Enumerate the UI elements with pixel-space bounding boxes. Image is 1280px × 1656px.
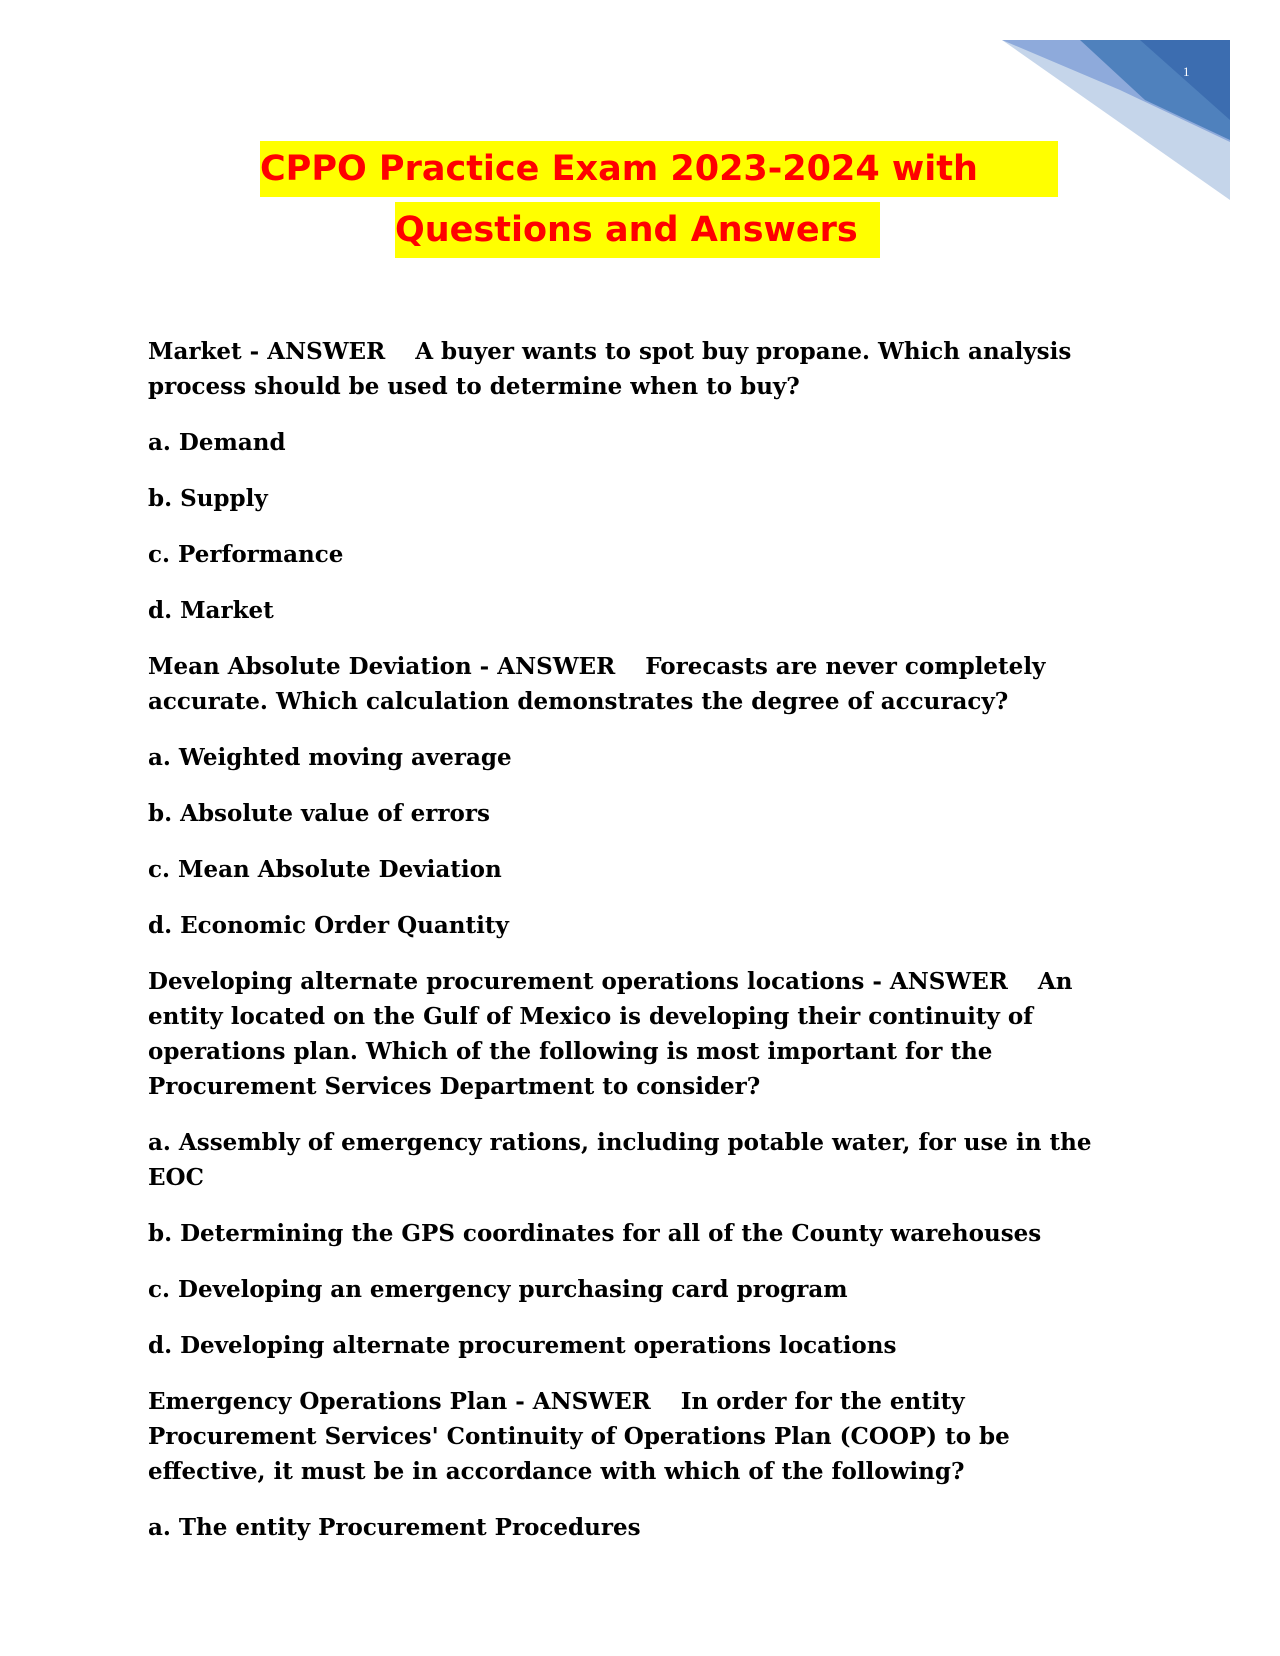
option: b. Determining the GPS coordinates for all of the County warehouses	[148, 1220, 1042, 1247]
question-text-cont: located on the Gulf of Mexico is developing their continuity of operations plan. Which of the following is most important for the Procurement Services Department to consider?	[148, 1003, 1042, 1100]
question-4	[148, 1384, 1108, 1489]
answer-label: Emergency Operations Plan - ANSWER	[148, 1388, 651, 1415]
option: d. Economic Order Quantity	[148, 912, 509, 939]
question-text-cont: should be used to determine when to buy?	[254, 373, 800, 400]
option: a. The entity Procurement Procedures	[148, 1514, 641, 1541]
question-list	[148, 334, 1108, 1566]
title-text-2: Questions and Answers	[395, 202, 880, 258]
answer-label: Market - ANSWER	[148, 338, 386, 365]
answer-label: Mean Absolute Deviation - ANSWER	[148, 653, 616, 680]
question-1	[148, 334, 1108, 404]
question-3	[148, 964, 1108, 1104]
option: d. Market	[148, 597, 274, 624]
page-number: 1	[1183, 64, 1190, 79]
title-line-2	[395, 202, 880, 258]
option: b. Supply	[148, 485, 268, 512]
option: b. Absolute value of errors	[148, 800, 490, 827]
option: d. Developing alternate procurement operations locations	[148, 1332, 897, 1359]
option: c. Mean Absolute Deviation	[148, 856, 502, 883]
title-text-1: CPPO Practice Exam 2023-2024 with	[260, 141, 1058, 197]
option: a. Assembly of emergency rations, including potable water, for use in the EOC	[148, 1129, 1092, 1191]
option: a. Demand	[148, 429, 286, 456]
option: c. Developing an emergency purchasing card program	[148, 1276, 848, 1303]
title-line-1	[260, 141, 1058, 197]
option: a. Weighted moving average	[148, 744, 512, 771]
option: c. Performance	[148, 541, 344, 568]
question-2	[148, 649, 1108, 719]
answer-label: Developing alternate procurement operations locations - ANSWER	[148, 968, 1008, 995]
question-text: An entity	[148, 968, 1081, 1030]
question-text: Forecasts are never completely accurate.	[148, 653, 1054, 715]
question-text: In order for the entity Procurement	[148, 1388, 973, 1450]
question-text-cont: Which calculation demonstrates the degree of accuracy?	[275, 688, 1009, 715]
question-text: A buyer wants to spot buy propane. Which analysis process	[148, 338, 1080, 400]
question-text-cont: Services' Continuity of Operations Plan (COOP) to be effective, it must be in accordance with which of the following?	[148, 1423, 1018, 1485]
